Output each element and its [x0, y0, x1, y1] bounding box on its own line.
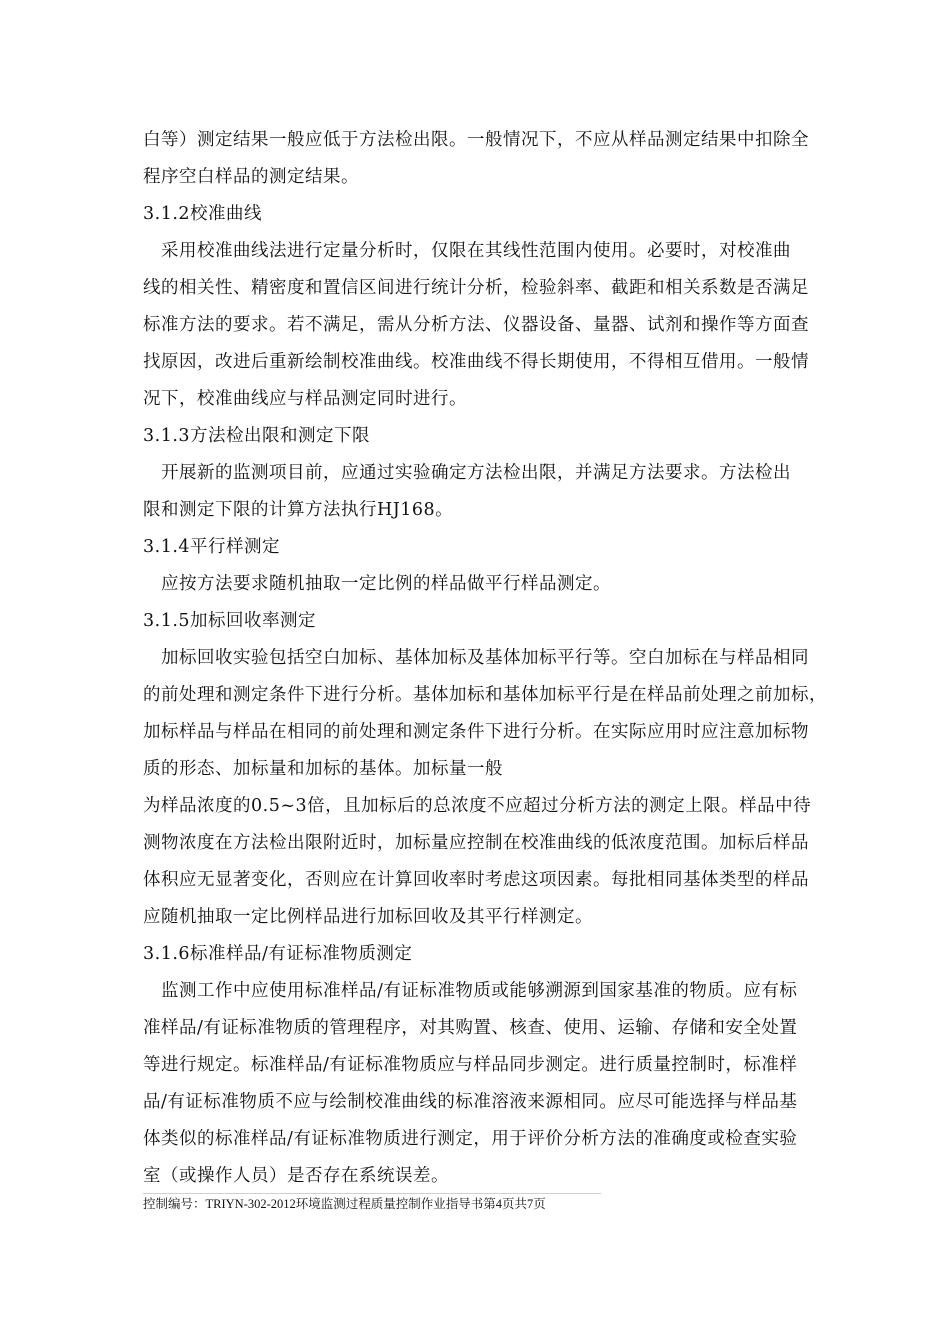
text-line: 测物浓度在方法检出限附近时，加标量应控制在校准曲线的低浓度范围。加标后样品 [143, 833, 809, 853]
text-line: 限和测定下限的计算方法执行HJ168。 [143, 500, 454, 520]
text-line: 体类似的标准样品/有证标准物质进行测定，用于评价分析方法的准确度或检查实验 [143, 1129, 798, 1149]
text-line: 线的相关性、精密度和置信区间进行统计分析，检验斜率、截距和相关系数是否满足 [143, 278, 809, 298]
section-heading: 3.1.6标准样品/有证标准物质测定 [143, 944, 413, 964]
text-line: 应随机抽取一定比例样品进行加标回收及其平行样测定。 [143, 907, 593, 927]
text-line: 准样品/有证标准物质的管理程序，对其购置、核查、使用、运输、存储和安全处置 [143, 1018, 798, 1038]
text-line: 室（或操作人员）是否存在系统误差。 [143, 1166, 449, 1186]
section-heading: 3.1.3方法检出限和测定下限 [143, 426, 371, 446]
text-line: 程序空白样品的测定结果。 [143, 167, 359, 187]
text-line: 应按方法要求随机抽取一定比例的样品做平行样品测定。 [143, 574, 611, 594]
text-line: 白等）测定结果一般应低于方法检出限。一般情况下，不应从样品测定结果中扣除全 [143, 130, 809, 150]
text-line: 找原因，改进后重新绘制校准曲线。校准曲线不得长期使用，不得相互借用。一般情 [143, 352, 809, 372]
text-line: 况下，校准曲线应与样品测定同时进行。 [143, 389, 467, 409]
text-line: 开展新的监测项目前，应通过实验确定方法检出限，并满足方法要求。方法检出 [143, 463, 791, 483]
text-line: 采用校准曲线法进行定量分析时，仅限在其线性范围内使用。必要时，对校准曲 [143, 241, 791, 261]
text-line: 体积应无显著变化，否则应在计算回收率时考虑这项因素。每批相同基体类型的样品 [143, 870, 809, 890]
section-heading: 3.1.5加标回收率测定 [143, 611, 317, 631]
text-line: 加标回收实验包括空白加标、基体加标及基体加标平行等。空白加标在与样品相同 [143, 648, 809, 668]
text-line: 为样品浓度的0.5~3倍，且加标后的总浓度不应超过分析方法的测定上限。样品中待 [143, 796, 812, 816]
text-line: 标准方法的要求。若不满足，需从分析方法、仪器设备、量器、试剂和操作等方面查 [143, 315, 809, 335]
text-line: 品/有证标准物质不应与绘制校准曲线的标准溶液来源相同。应尽可能选择与样品基 [143, 1092, 798, 1112]
text-line: 质的形态、加标量和加标的基体。加标量一般 [143, 759, 503, 779]
text-line: 等进行规定。标准样品/有证标准物质应与样品同步测定。进行质量控制时，标准样 [143, 1055, 798, 1075]
section-heading: 3.1.4平行样测定 [143, 537, 281, 557]
text-line: 的前处理和测定条件下进行分析。基体加标和基体加标平行是在样品前处理之前加标， [143, 685, 827, 705]
text-line: 加标样品与样品在相同的前处理和测定条件下进行分析。在实际应用时应注意加标物 [143, 722, 809, 742]
page-footer: 控制编号：TRIYN-302-2012环境监测过程质量控制作业指导书第4页共7页 [143, 1197, 546, 1211]
footer-divider [143, 1193, 601, 1194]
text-line: 监测工作中应使用标准样品/有证标准物质或能够溯源到国家基准的物质。应有标 [143, 981, 798, 1001]
section-heading: 3.1.2校准曲线 [143, 204, 263, 224]
